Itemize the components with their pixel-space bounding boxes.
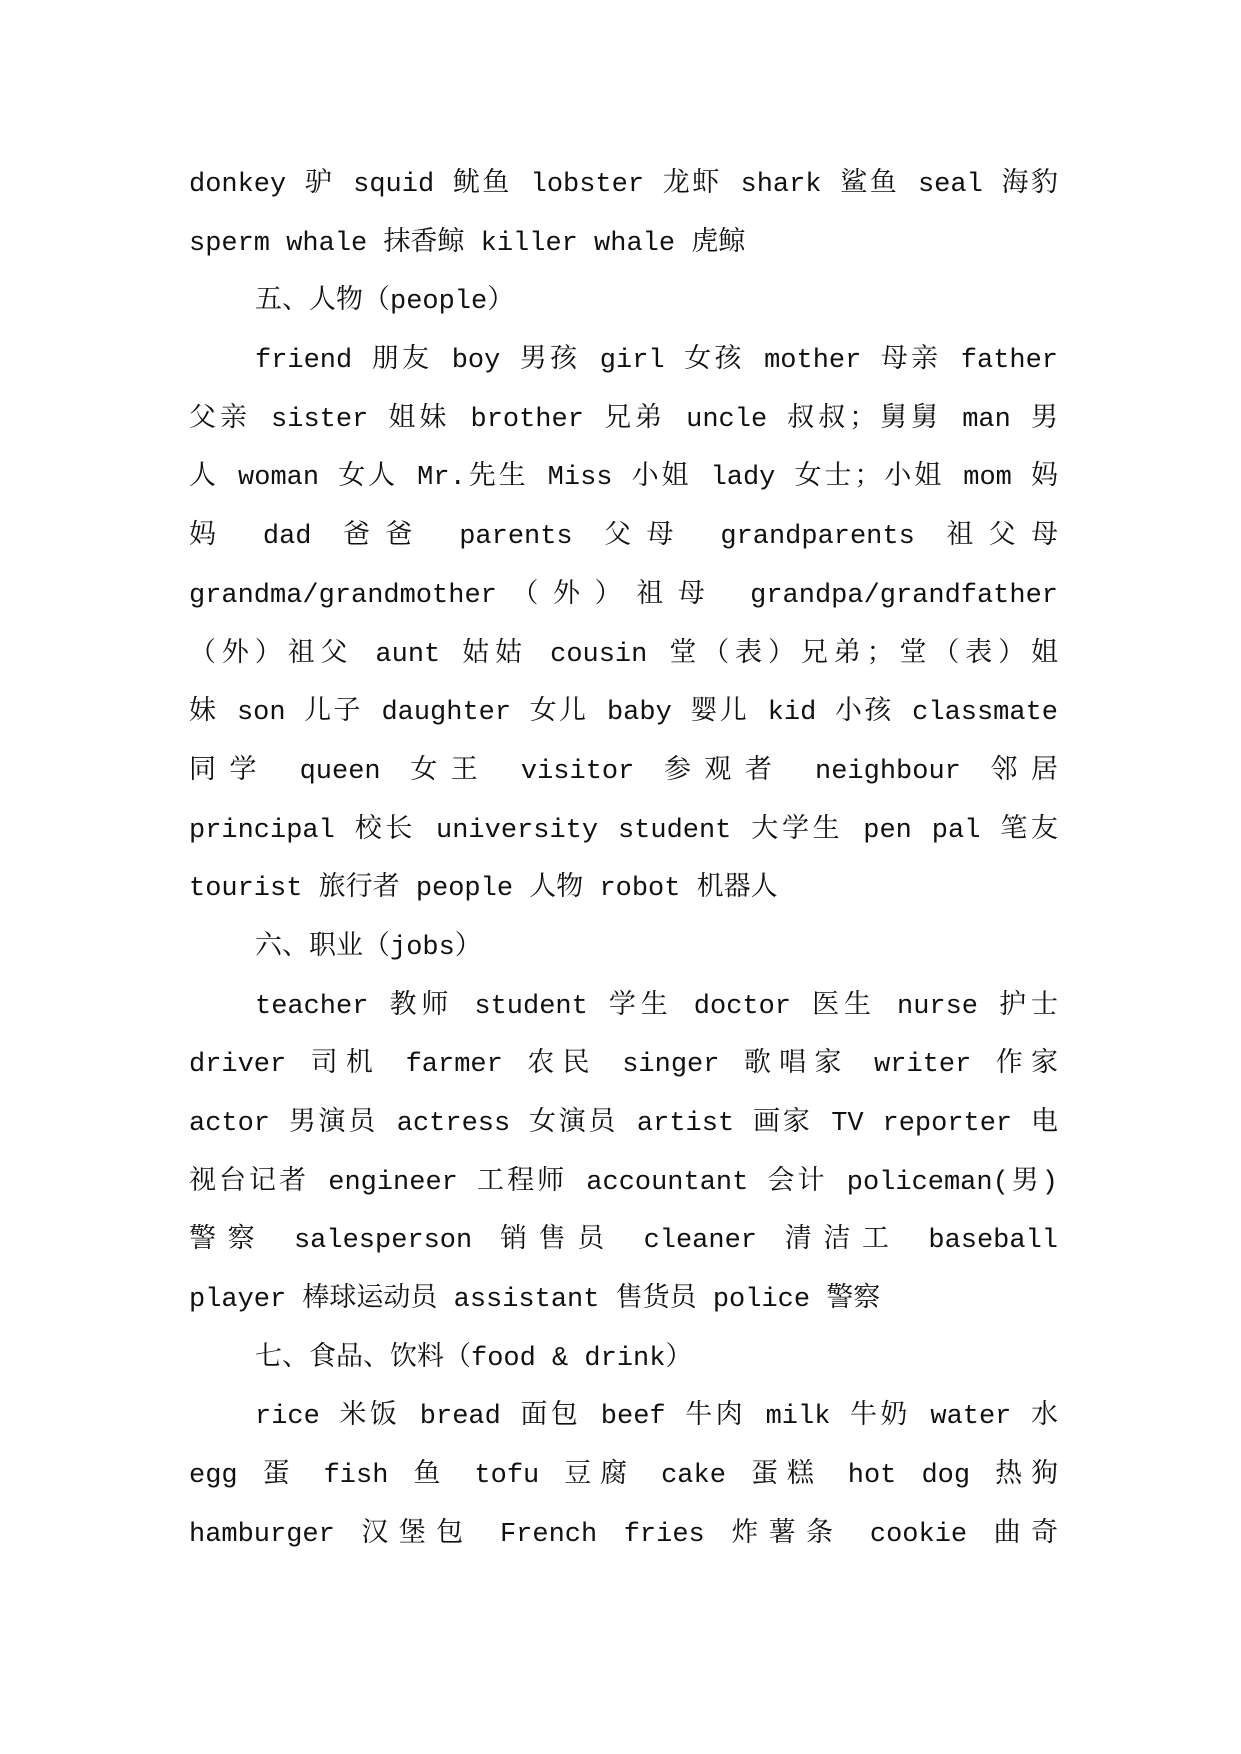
text-line: sperm whale 抹香鲸 killer whale 虎鲸 (189, 228, 746, 259)
text-line: 人 woman 女人 Mr.先生 Miss 小姐 lady 女士；小姐 mom 妈 (189, 463, 1058, 494)
text-line: friend 朋友 boy 男孩 girl 女孩 mother 母亲 father (255, 346, 1058, 377)
text-line: 视台记者 engineer 工程师 accountant 会计 policeman(男) (189, 1167, 1058, 1198)
text-line: player 棒球运动员 assistant 售货员 police 警察 (189, 1285, 881, 1316)
text-line: rice 米饭 bread 面包 beef 牛肉 milk 牛奶 water 水 (255, 1402, 1058, 1433)
text-line: 同学 queen 女王 visitor 参观者 neighbour 邻居 (189, 756, 1058, 787)
text-line: grandma/grandmother（外）祖母 grandpa/grandfather (189, 580, 1058, 611)
section-heading: 七、食品、饮料（food & drink） (255, 1343, 693, 1374)
section-people (189, 273, 1058, 919)
text-line: 妈 dad 爸爸 parents 父母 grandparents 祖父母 (189, 522, 1058, 553)
text-line: 妹 son 儿子 daughter 女儿 baby 婴儿 kid 小孩 classmate (189, 698, 1058, 729)
text-line: egg 蛋 fish 鱼 tofu 豆腐 cake 蛋糕 hot dog 热狗 (189, 1461, 1058, 1492)
text-line: tourist 旅行者 people 人物 robot 机器人 (189, 874, 778, 905)
text-line: 警察 salesperson 销售员 cleaner 清洁工 baseball (189, 1226, 1058, 1257)
text-line: principal 校长 university student 大学生 pen pal 笔友 (189, 815, 1058, 846)
section-jobs (189, 919, 1058, 1330)
text-line: donkey 驴 squid 鱿鱼 lobster 龙虾 shark 鲨鱼 seal 海豹 (189, 170, 1058, 200)
text-line: hamburger 汉堡包 French fries 炸薯条 cookie 曲奇 (189, 1519, 1058, 1550)
text-line: actor 男演员 actress 女演员 artist 画家 TV reporter 电 (189, 1109, 1058, 1139)
document-page-text (189, 156, 1058, 1565)
text-line: teacher 教师 student 学生 doctor 医生 nurse 护士 (255, 991, 1058, 1022)
continued-paragraph (189, 156, 1058, 273)
text-line: driver 司机 farmer 农民 singer 歌唱家 writer 作家 (189, 1050, 1058, 1081)
section-food-drink (189, 1330, 1058, 1565)
text-line: 父亲 sister 姐妹 brother 兄弟 uncle 叔叔；舅舅 man 男 (189, 404, 1058, 435)
section-heading: 六、职业（jobs） (255, 932, 482, 963)
section-heading: 五、人物（people） (255, 287, 515, 318)
text-line: （外）祖父 aunt 姑姑 cousin 堂（表）兄弟；堂（表）姐 (189, 639, 1058, 670)
